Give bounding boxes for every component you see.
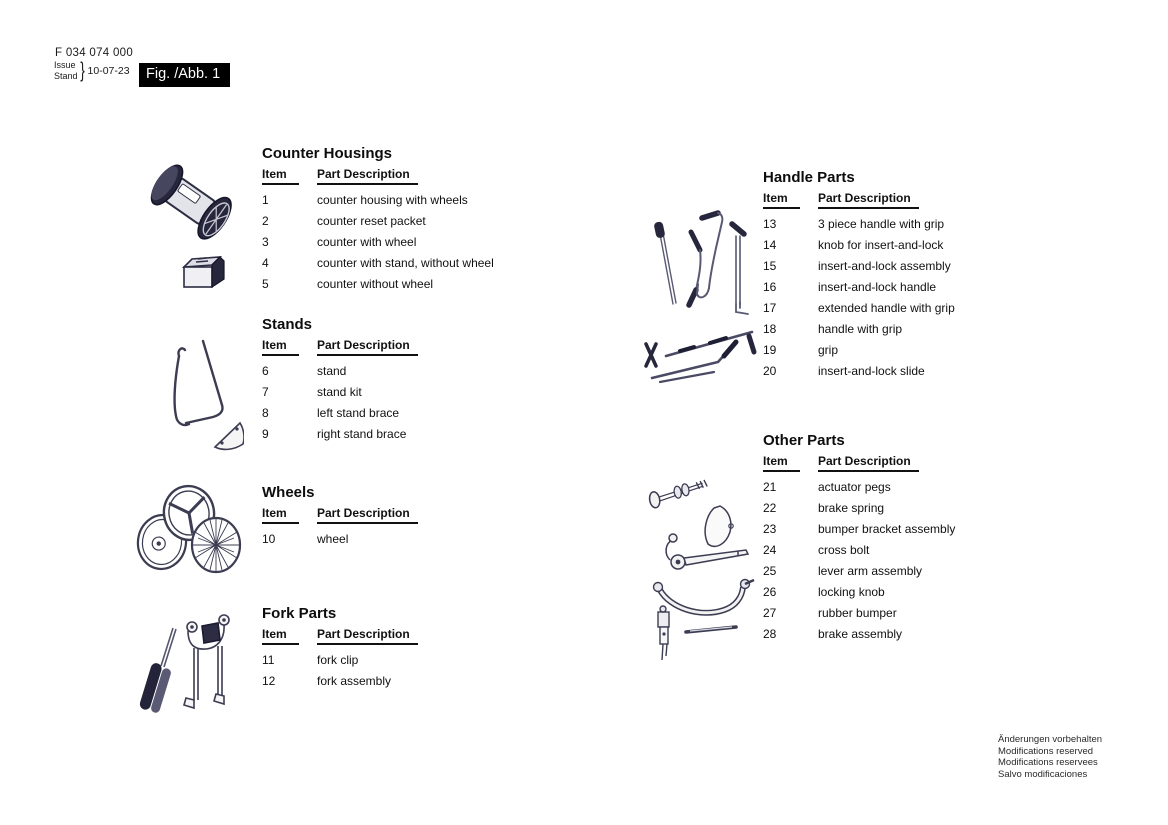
table-row xyxy=(262,532,552,553)
table-header xyxy=(763,191,1053,209)
other-parts-illustration xyxy=(642,466,762,662)
item-number: 26 xyxy=(763,585,777,599)
item-number: 16 xyxy=(763,280,777,294)
item-number: 10 xyxy=(262,532,276,546)
part-description: brake assembly xyxy=(818,627,903,641)
column-header-item: Item xyxy=(262,167,317,185)
table-row xyxy=(262,674,552,695)
wheels-illustration xyxy=(132,482,242,578)
parts-table-body xyxy=(262,193,552,298)
part-description: rubber bumper xyxy=(818,606,897,620)
part-description: counter with wheel xyxy=(317,235,417,249)
table-row xyxy=(763,564,1053,585)
misc-parts-icon xyxy=(642,466,762,662)
note-en: Modifications reserved xyxy=(998,745,1094,757)
stand-frame-icon xyxy=(156,330,244,452)
column-header-part-description: Part Description xyxy=(818,454,919,472)
table-row xyxy=(763,585,1053,606)
column-header-item: Item xyxy=(763,454,818,472)
item-number: 23 xyxy=(763,522,777,536)
part-description: counter without wheel xyxy=(317,277,434,291)
column-header-part-description: Part Description xyxy=(317,167,418,185)
issue-date: 10-07-23 xyxy=(87,64,130,77)
table-row xyxy=(262,385,552,406)
table-row xyxy=(763,259,1053,280)
part-description: lever arm assembly xyxy=(818,564,923,578)
table-row xyxy=(262,235,552,256)
part-description: bumper bracket assembly xyxy=(818,522,956,536)
table-header xyxy=(262,506,552,524)
item-number: 4 xyxy=(262,256,269,270)
table-row xyxy=(763,627,1053,648)
part-description: fork clip xyxy=(317,653,359,667)
part-description: grip xyxy=(818,343,839,357)
item-number: 24 xyxy=(763,543,777,557)
section-title: Other Parts xyxy=(763,432,845,449)
parts-table-body xyxy=(763,217,1053,385)
section-title: Fork Parts xyxy=(262,605,337,622)
parts-table-body xyxy=(262,364,552,448)
table-row xyxy=(763,280,1053,301)
item-number: 1 xyxy=(262,193,269,207)
issue-stand-labels xyxy=(54,60,78,81)
part-description: insert-and-lock handle xyxy=(818,280,937,294)
parts-table-body xyxy=(763,480,1053,648)
table-row xyxy=(763,480,1053,501)
table-row xyxy=(262,193,552,214)
part-description: insert-and-lock slide xyxy=(818,364,925,378)
table-header xyxy=(262,338,552,356)
item-number: 25 xyxy=(763,564,777,578)
column-header-part-description: Part Description xyxy=(317,506,418,524)
part-description: actuator pegs xyxy=(818,480,891,494)
part-description: handle with grip xyxy=(818,322,903,336)
table-row xyxy=(262,214,552,235)
note-de: Änderungen vorbehalten xyxy=(998,734,1103,745)
part-description: extended handle with grip xyxy=(818,301,955,315)
column-header-item: Item xyxy=(262,506,317,524)
item-number: 13 xyxy=(763,217,777,231)
table-row xyxy=(763,364,1053,385)
table-row xyxy=(763,501,1053,522)
item-number: 14 xyxy=(763,238,777,252)
wheels-icon xyxy=(132,482,242,578)
table-row xyxy=(763,522,1053,543)
item-number: 2 xyxy=(262,214,269,228)
part-description: cross bolt xyxy=(818,543,870,557)
table-header xyxy=(262,167,552,185)
table-row xyxy=(262,277,552,298)
part-description: left stand brace xyxy=(317,406,400,420)
table-row xyxy=(763,322,1053,343)
part-description: 3 piece handle with grip xyxy=(818,217,945,231)
modification-notes xyxy=(998,734,1102,780)
table-row xyxy=(763,606,1053,627)
column-header-item: Item xyxy=(262,627,317,645)
handle-parts-illustration xyxy=(636,196,760,388)
table-header xyxy=(763,454,1053,472)
item-number: 19 xyxy=(763,343,777,357)
item-number: 28 xyxy=(763,627,777,641)
item-number: 6 xyxy=(262,364,269,378)
section-counter-housings xyxy=(262,145,552,298)
section-handle-parts xyxy=(763,169,1053,385)
note-es: Salvo modificaciones xyxy=(998,768,1088,780)
table-row xyxy=(763,217,1053,238)
part-description: stand kit xyxy=(317,385,362,399)
part-description: stand xyxy=(317,364,347,378)
item-number: 21 xyxy=(763,480,777,494)
figure-label-badge: Fig. /Abb. 1 xyxy=(139,63,230,87)
section-stands xyxy=(262,316,552,448)
section-title: Counter Housings xyxy=(262,145,392,162)
column-header-part-description: Part Description xyxy=(818,191,919,209)
column-header-part-description: Part Description xyxy=(317,627,418,645)
fork-parts-illustration xyxy=(128,602,242,720)
item-number: 8 xyxy=(262,406,269,420)
part-description: brake spring xyxy=(818,501,885,515)
table-header xyxy=(262,627,552,645)
item-number: 18 xyxy=(763,322,777,336)
item-number: 9 xyxy=(262,427,269,441)
issue-label: Issue xyxy=(54,60,76,70)
table-row xyxy=(763,543,1053,564)
fork-assembly-icon xyxy=(128,602,242,720)
item-number: 27 xyxy=(763,606,777,620)
part-description: counter housing with wheels xyxy=(317,193,468,207)
section-other-parts xyxy=(763,432,1053,648)
counter-device-icon xyxy=(140,163,252,295)
item-number: 20 xyxy=(763,364,777,378)
column-header-part-description: Part Description xyxy=(317,338,418,356)
section-title: Handle Parts xyxy=(763,169,855,186)
item-number: 3 xyxy=(262,235,269,249)
table-row xyxy=(262,364,552,385)
column-header-item: Item xyxy=(262,338,317,356)
table-row xyxy=(763,301,1053,322)
brace-glyph: } xyxy=(79,59,85,82)
item-number: 12 xyxy=(262,674,276,688)
part-description: locking knob xyxy=(818,585,885,599)
part-description: counter with stand, without wheel xyxy=(317,256,494,270)
part-description: insert-and-lock assembly xyxy=(818,259,951,273)
parts-table-body xyxy=(262,653,552,695)
part-description: wheel xyxy=(317,532,349,546)
table-row xyxy=(262,256,552,277)
section-fork-parts xyxy=(262,605,552,695)
handles-icon xyxy=(636,196,760,388)
stands-illustration xyxy=(156,330,244,452)
item-number: 17 xyxy=(763,301,777,315)
column-header-item: Item xyxy=(763,191,818,209)
table-row xyxy=(262,427,552,448)
part-description: knob for insert-and-lock xyxy=(818,238,944,252)
note-fr: Modifications reservees xyxy=(998,757,1098,768)
table-row xyxy=(763,238,1053,259)
table-row xyxy=(262,653,552,674)
stand-label: Stand xyxy=(54,70,78,81)
table-row xyxy=(262,406,552,427)
part-description: fork assembly xyxy=(317,674,392,688)
issue-stand-block xyxy=(54,60,130,81)
item-number: 5 xyxy=(262,277,269,291)
document-number: F 034 074 000 xyxy=(55,47,134,59)
section-title: Stands xyxy=(262,316,313,333)
part-description: counter reset packet xyxy=(317,214,426,228)
section-wheels xyxy=(262,484,552,553)
table-row xyxy=(763,343,1053,364)
item-number: 22 xyxy=(763,501,777,515)
section-title: Wheels xyxy=(262,484,315,501)
item-number: 11 xyxy=(262,653,275,667)
part-description: right stand brace xyxy=(317,427,407,441)
parts-table-body xyxy=(262,532,552,553)
item-number: 15 xyxy=(763,259,777,273)
counter-housings-illustration xyxy=(140,163,252,295)
item-number: 7 xyxy=(262,385,269,399)
